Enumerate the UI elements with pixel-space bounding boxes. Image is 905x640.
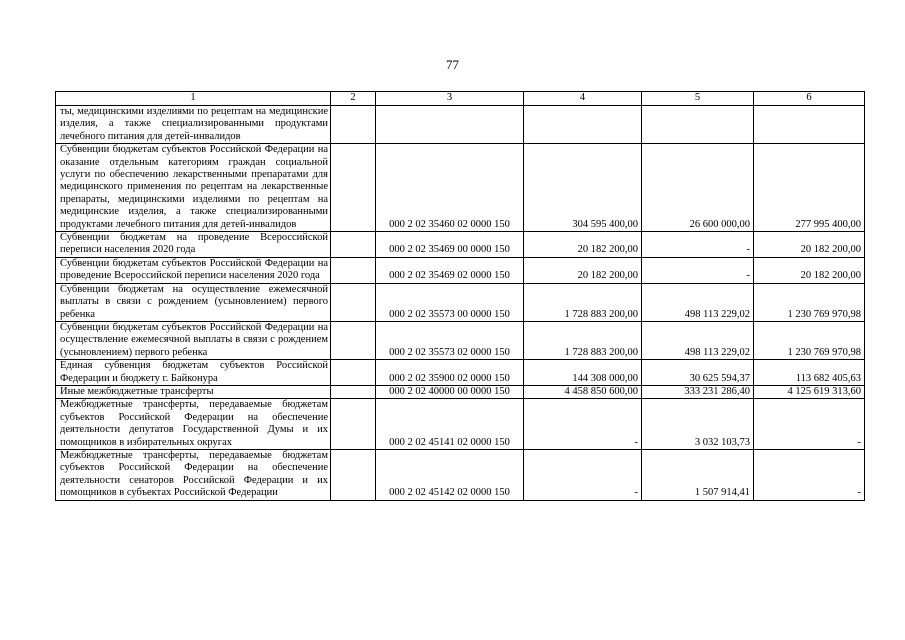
row-description: Субвенции бюджетам субъектов Российской Федерации на проведение Всероссийской переписи населения 2020 года: [56, 257, 331, 283]
table-row: [56, 257, 865, 283]
table-row: [56, 449, 865, 500]
row-value-4: 304 595 400,00: [524, 144, 642, 232]
row-description: Единая субвенция бюджетам субъектов Российской Федерации и бюджету г. Байконура: [56, 360, 331, 386]
row-value-6: 1 230 769 970,98: [754, 321, 865, 359]
row-description: Межбюджетные трансферты, передаваемые бюджетам субъектов Российской Федерации на обеспечение деятельности депутатов Государственной Думы и их помощников в избирательных округах: [56, 399, 331, 450]
row-code: [376, 106, 524, 144]
row-description: Субвенции бюджетам на осуществление ежемесячной выплаты в связи с рождением (усыновлением) первого ребенка: [56, 283, 331, 321]
row-col2: [331, 232, 376, 258]
row-value-6: -: [754, 399, 865, 450]
row-col2: [331, 399, 376, 450]
row-col2: [331, 106, 376, 144]
row-value-6: 1 230 769 970,98: [754, 283, 865, 321]
budget-table: [55, 91, 865, 501]
row-code: 000 2 02 35573 02 0000 150: [376, 321, 524, 359]
table-row: [56, 321, 865, 359]
row-value-5: 498 113 229,02: [642, 283, 754, 321]
row-value-6: [754, 106, 865, 144]
row-value-4: 4 458 850 600,00: [524, 385, 642, 398]
row-value-4: [524, 106, 642, 144]
table-row: [56, 232, 865, 258]
row-value-5: 26 600 000,00: [642, 144, 754, 232]
row-col2: [331, 144, 376, 232]
row-description: Иные межбюджетные трансферты: [56, 385, 331, 398]
row-value-5: 30 625 594,37: [642, 360, 754, 386]
row-description: Субвенции бюджетам субъектов Российской Федерации на осуществление ежемесячной выплаты в связи с рождением (усыновлением) первого ребенка: [56, 321, 331, 359]
row-value-4: -: [524, 449, 642, 500]
row-description: Межбюджетные трансферты, передаваемые бюджетам субъектов Российской Федерации на обеспечение деятельности сенаторов Российской Федерации и их помощников в субъектах Российской Федерации: [56, 449, 331, 500]
row-value-6: 113 682 405,63: [754, 360, 865, 386]
row-value-5: [642, 106, 754, 144]
column-header: 1: [56, 92, 331, 106]
row-code: 000 2 02 45142 02 0000 150: [376, 449, 524, 500]
row-value-5: 498 113 229,02: [642, 321, 754, 359]
column-header: 4: [524, 92, 642, 106]
row-value-4: 20 182 200,00: [524, 232, 642, 258]
row-value-5: 333 231 286,40: [642, 385, 754, 398]
row-value-6: 20 182 200,00: [754, 257, 865, 283]
row-value-5: 1 507 914,41: [642, 449, 754, 500]
row-code: 000 2 02 35573 00 0000 150: [376, 283, 524, 321]
column-header: 3: [376, 92, 524, 106]
row-description: Субвенции бюджетам на проведение Всероссийской переписи населения 2020 года: [56, 232, 331, 258]
table-row: [56, 385, 865, 398]
row-col2: [331, 257, 376, 283]
row-description: ты, медицинскими изделиями по рецептам на медицинские изделия, а также специализированными продуктами лечебного питания для детей-инвалидов: [56, 106, 331, 144]
row-value-6: 4 125 619 313,60: [754, 385, 865, 398]
row-code: 000 2 02 35460 02 0000 150: [376, 144, 524, 232]
row-value-6: 20 182 200,00: [754, 232, 865, 258]
row-col2: [331, 385, 376, 398]
row-value-5: 3 032 103,73: [642, 399, 754, 450]
table-row: [56, 360, 865, 386]
row-col2: [331, 449, 376, 500]
row-code: 000 2 02 40000 00 0000 150: [376, 385, 524, 398]
row-value-4: 1 728 883 200,00: [524, 321, 642, 359]
row-col2: [331, 283, 376, 321]
row-value-6: -: [754, 449, 865, 500]
row-col2: [331, 360, 376, 386]
row-code: 000 2 02 35900 02 0000 150: [376, 360, 524, 386]
row-code: 000 2 02 35469 00 0000 150: [376, 232, 524, 258]
row-description: Субвенции бюджетам субъектов Российской Федерации на оказание отдельным категориям граждан социальной услуги по обеспечению лекарственными препаратами для медицинского применения по рецептам на лекарственные препараты, медицинскими изделиями по рецептам на медицинские изделия, а также специализированными продуктами лечебного питания для детей-инвалидов: [56, 144, 331, 232]
row-value-5: -: [642, 232, 754, 258]
table-row: [56, 283, 865, 321]
row-col2: [331, 321, 376, 359]
table-row: [56, 106, 865, 144]
row-code: 000 2 02 45141 02 0000 150: [376, 399, 524, 450]
table-row: [56, 144, 865, 232]
page-number: 77: [446, 57, 459, 72]
column-header: 2: [331, 92, 376, 106]
column-header: 5: [642, 92, 754, 106]
row-value-4: 1 728 883 200,00: [524, 283, 642, 321]
row-value-4: -: [524, 399, 642, 450]
row-value-4: 144 308 000,00: [524, 360, 642, 386]
row-value-5: -: [642, 257, 754, 283]
row-value-4: 20 182 200,00: [524, 257, 642, 283]
header-row: [56, 92, 865, 106]
column-header: 6: [754, 92, 865, 106]
row-value-6: 277 995 400,00: [754, 144, 865, 232]
table-row: [56, 399, 865, 450]
row-code: 000 2 02 35469 02 0000 150: [376, 257, 524, 283]
